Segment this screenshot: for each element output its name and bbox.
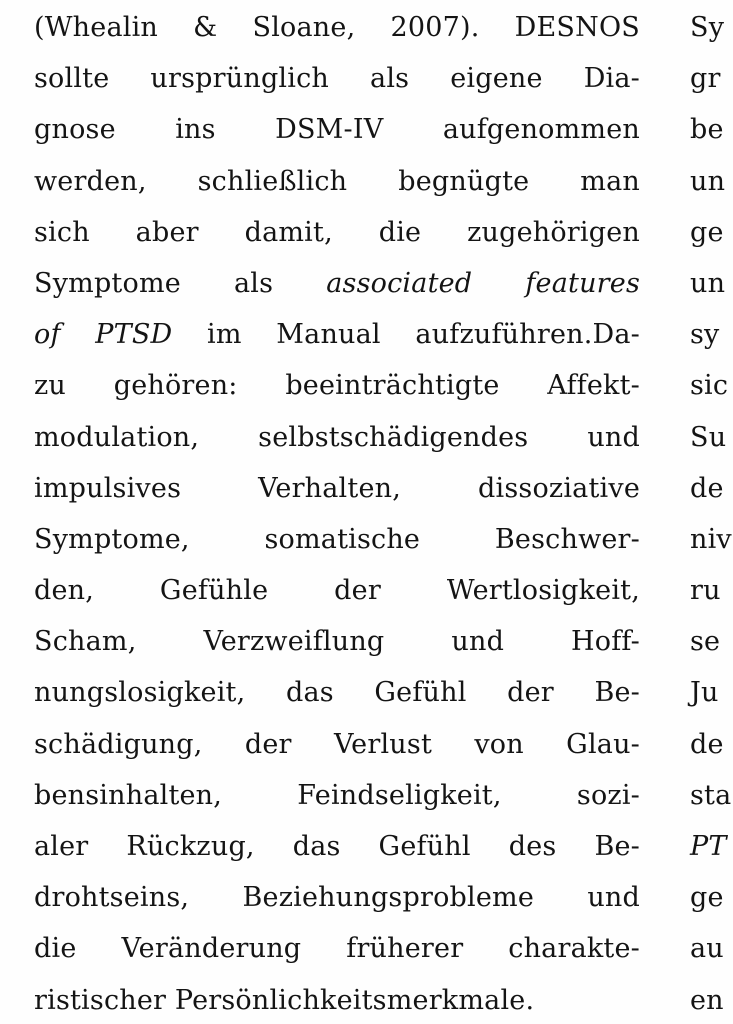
text-line	[690, 412, 733, 463]
text-line	[34, 872, 640, 923]
text-line	[34, 975, 640, 1024]
text-line	[690, 2, 733, 53]
right-text-column-cropped	[690, 2, 733, 1024]
text-segment: gnose ins DSM-IV aufgenommen	[34, 114, 640, 146]
text-segment: gr	[690, 63, 721, 95]
text-segment: Scham, Verzweiflung und Hoff-	[34, 626, 640, 658]
text-line	[34, 2, 640, 53]
text-line	[690, 616, 733, 667]
text-line	[34, 565, 640, 616]
text-line	[690, 360, 733, 411]
text-line	[690, 463, 733, 514]
text-segment: ru	[690, 575, 721, 607]
text-line	[34, 53, 640, 104]
text-segment: den, Gefühle der Wertlosigkeit,	[34, 575, 640, 607]
italic-text-segment: associated features	[326, 267, 640, 299]
text-line	[34, 360, 640, 411]
text-segment: ristischer Persönlichkeitsmerkmale.	[34, 984, 535, 1016]
text-segment: die Veränderung früherer charakte-	[34, 933, 640, 965]
text-segment: un	[690, 165, 726, 197]
text-segment: nungslosigkeit, das Gefühl der Be-	[34, 677, 640, 709]
text-segment: se	[690, 626, 721, 658]
text-line	[34, 412, 640, 463]
text-line	[690, 872, 733, 923]
text-segment: bensinhalten, Feindseligkeit, sozi-	[34, 779, 640, 811]
text-line	[690, 309, 733, 360]
text-segment: niv	[690, 523, 732, 555]
italic-text-segment: PT	[690, 831, 727, 862]
text-line	[34, 156, 640, 207]
italic-text-segment: of PTSD	[34, 319, 173, 351]
text-line	[690, 53, 733, 104]
text-segment: Sy	[690, 12, 725, 43]
text-segment: sic	[690, 370, 729, 402]
text-line	[34, 309, 640, 360]
text-segment: schädigung, der Verlust von Glau-	[34, 728, 640, 760]
text-segment: de	[690, 472, 724, 504]
text-line	[690, 258, 733, 309]
text-segment: sy	[690, 319, 720, 351]
text-line	[34, 258, 640, 309]
text-line	[34, 616, 640, 667]
text-segment: drohtseins, Beziehungsprobleme und	[34, 882, 640, 914]
text-line	[34, 923, 640, 974]
text-segment: be	[690, 114, 724, 146]
text-line	[690, 923, 733, 974]
text-line	[34, 207, 640, 258]
text-segment: au	[690, 933, 724, 965]
left-text-column	[34, 2, 640, 1024]
text-line	[34, 719, 640, 770]
text-line	[690, 514, 733, 565]
text-line	[34, 821, 640, 872]
text-segment: en	[690, 984, 724, 1016]
text-line	[34, 104, 640, 155]
text-segment: ge	[690, 882, 724, 914]
text-line	[690, 207, 733, 258]
text-segment: Su	[690, 421, 727, 453]
text-segment: werden, schließlich begnügte man	[34, 165, 640, 197]
text-segment: (Whealin & Sloane, 2007). DESNOS	[34, 12, 640, 43]
text-line	[690, 104, 733, 155]
text-segment: sich aber damit, die zugehörigen	[34, 216, 640, 248]
text-segment: Symptome als	[34, 267, 327, 299]
text-segment: modulation, selbstschädigendes und	[34, 421, 640, 453]
text-line	[690, 719, 733, 770]
text-line	[34, 463, 640, 514]
text-line	[690, 770, 733, 821]
text-line	[34, 514, 640, 565]
text-segment: de	[690, 728, 724, 760]
text-line	[690, 821, 733, 872]
text-line	[690, 156, 733, 207]
text-segment: im Manual aufzuführen.Da-	[172, 319, 640, 351]
text-segment: sollte ursprünglich als eigene Dia-	[34, 63, 640, 95]
text-line	[690, 975, 733, 1024]
text-line	[34, 667, 640, 718]
text-segment: aler Rückzug, das Gefühl des Be-	[34, 831, 640, 862]
text-line	[690, 667, 733, 718]
text-line	[690, 565, 733, 616]
text-segment: impulsives Verhalten, dissoziative	[34, 472, 640, 504]
text-segment: un	[690, 267, 726, 299]
text-line	[34, 770, 640, 821]
text-segment: Symptome, somatische Beschwer-	[34, 523, 640, 555]
text-segment: Ju	[690, 677, 719, 709]
text-segment: sta	[690, 779, 732, 811]
text-segment: ge	[690, 216, 724, 248]
text-segment: zu gehören: beeinträchtigte Affekt-	[34, 370, 640, 402]
